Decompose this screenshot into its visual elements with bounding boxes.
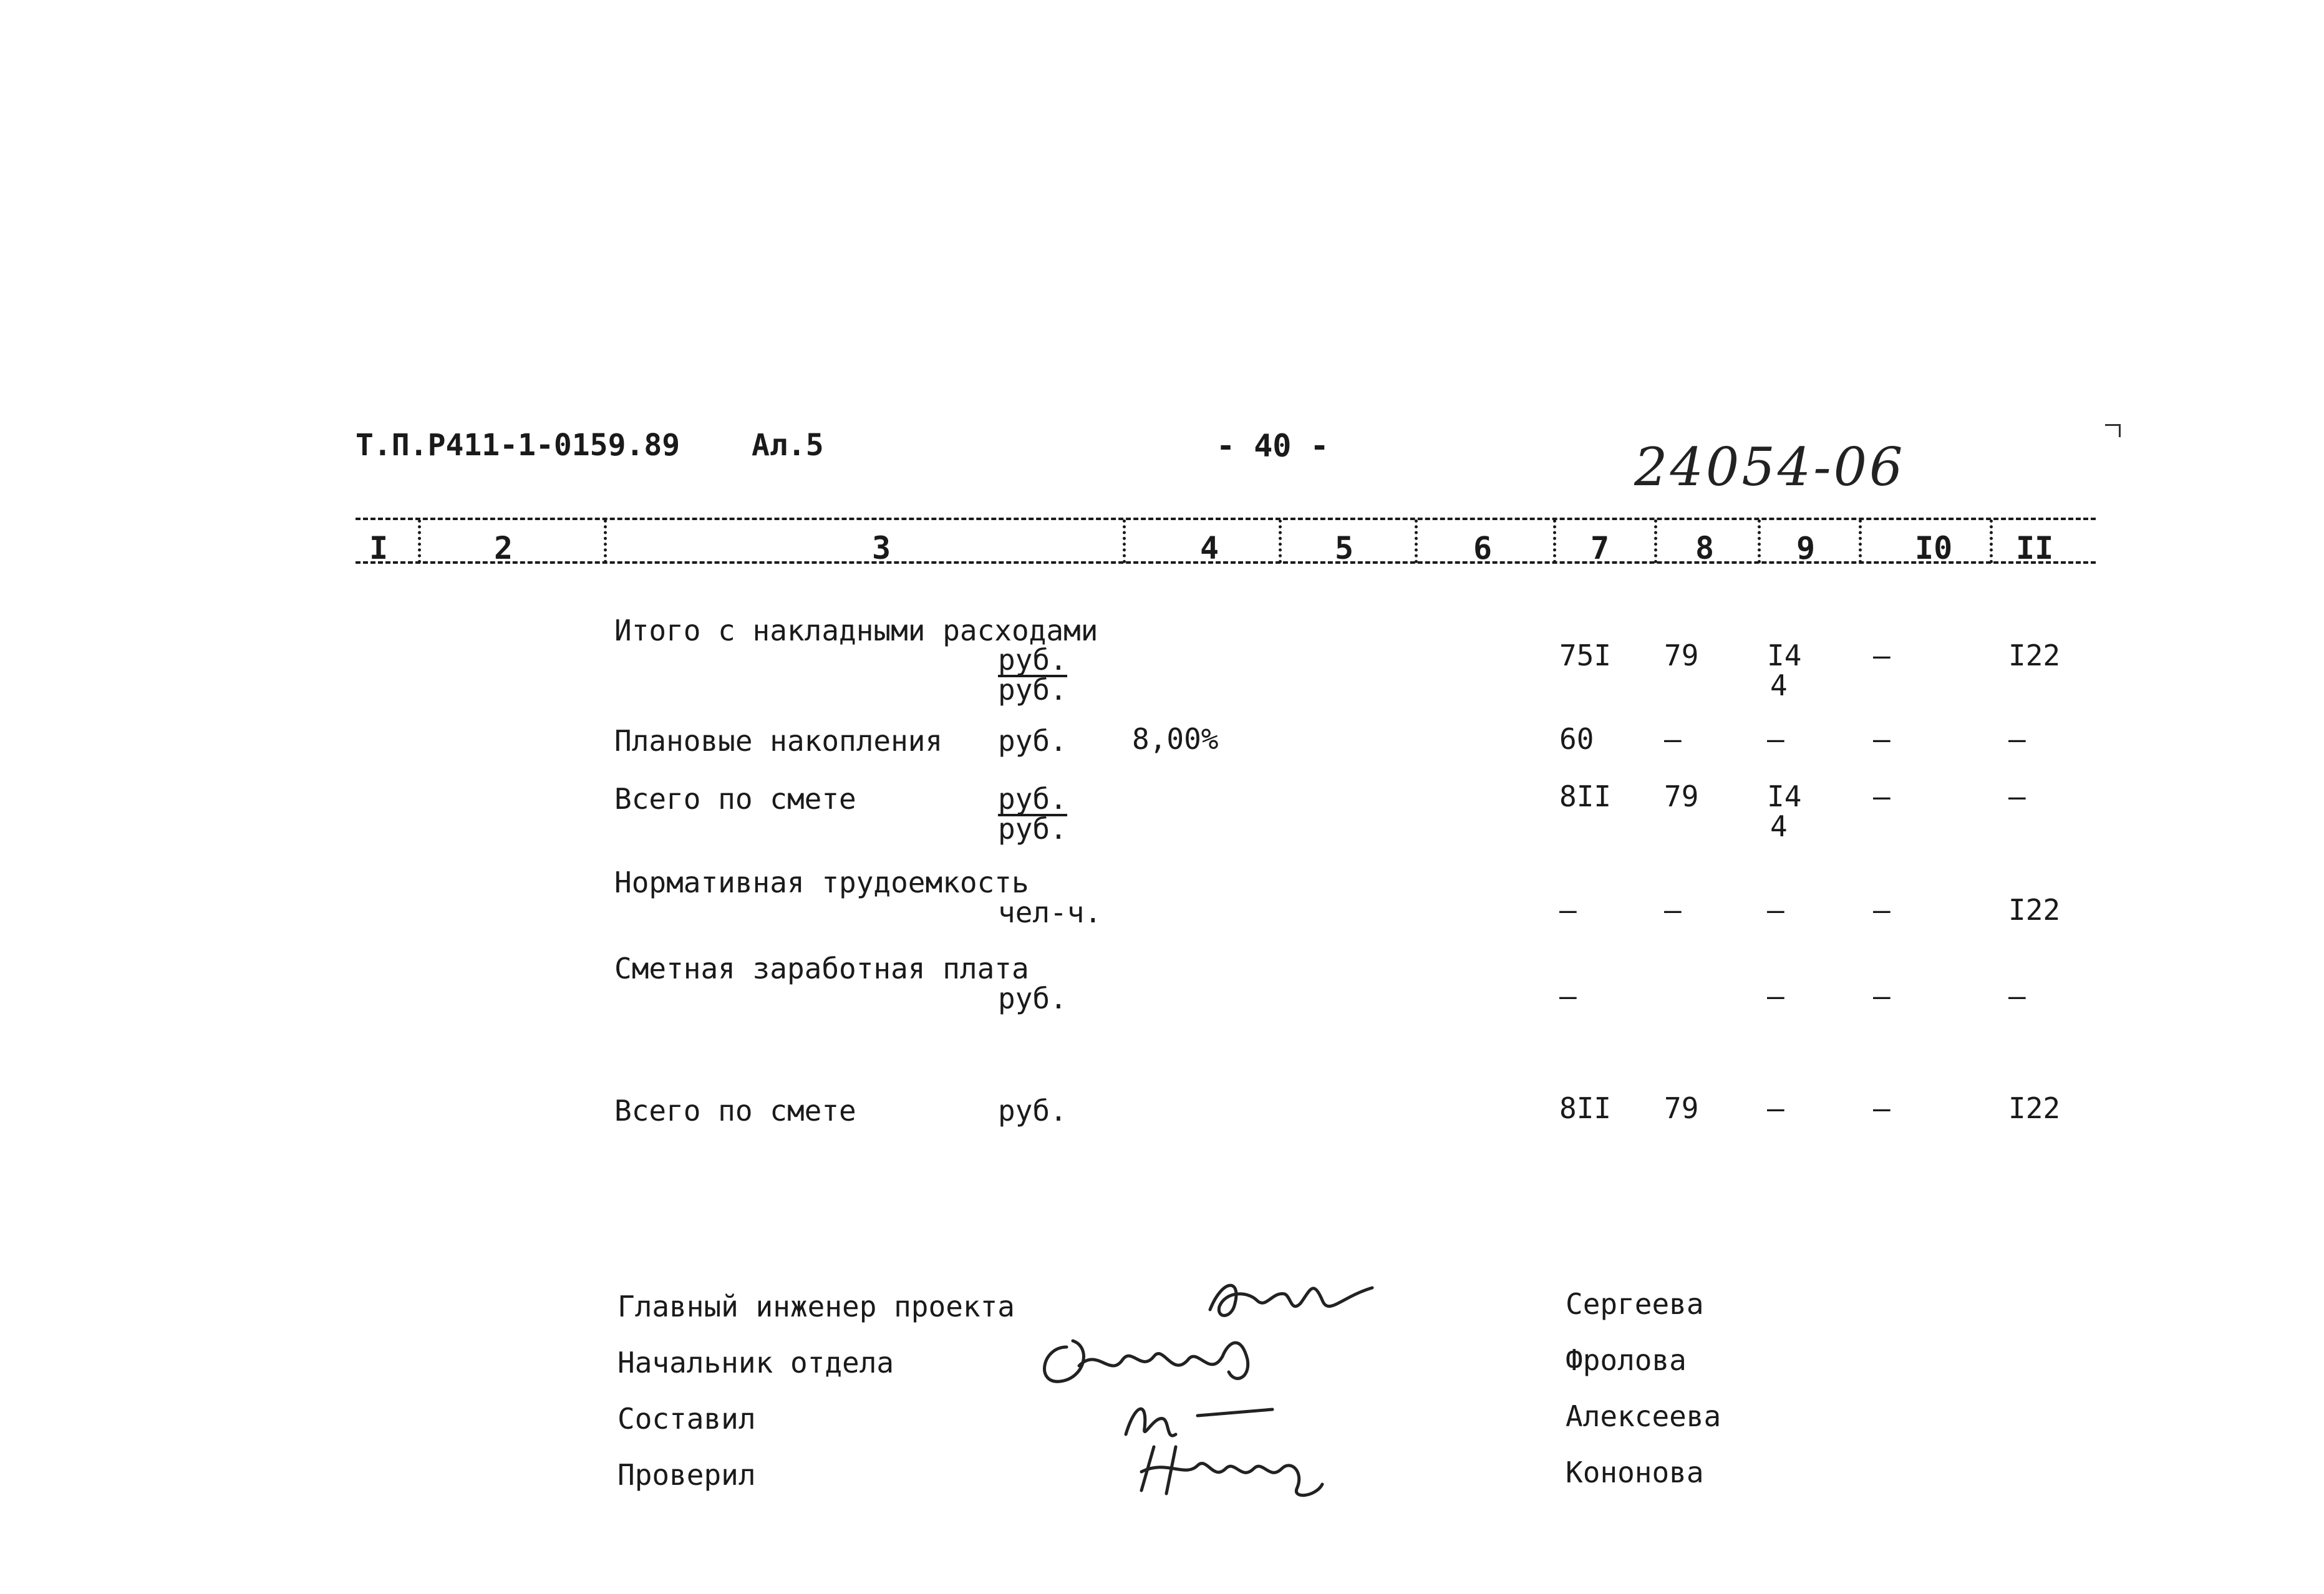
cell-col9: –: [1767, 893, 1784, 927]
col-header-10: I0: [1915, 530, 1953, 566]
col-separator: [1758, 519, 1761, 563]
row-label: Плановые накопления: [614, 724, 943, 758]
row-label: Итого с накладными расходами: [614, 614, 1098, 647]
col-separator: [1123, 519, 1126, 563]
cell-col9: –: [1767, 979, 1784, 1013]
cell-col7: 8II: [1559, 1091, 1612, 1125]
col-header-1: I: [369, 530, 389, 566]
cell-col8: –: [1664, 893, 1682, 927]
col-header-2: 2: [494, 530, 513, 566]
corner-mark: [2105, 424, 2121, 437]
cell-col10: –: [1873, 639, 1891, 672]
cell-col9-top: I4: [1767, 780, 1802, 813]
cell-col11: –: [2008, 780, 2026, 813]
cell-col10: –: [1873, 1091, 1891, 1125]
row-unit: руб.: [998, 1094, 1067, 1128]
row-unit: руб.: [998, 724, 1067, 758]
col-header-5: 5: [1335, 530, 1354, 566]
cell-col9-bottom: 4: [1770, 669, 1788, 702]
row-label: Всего по смете: [614, 782, 856, 816]
header-dash-bottom: [356, 561, 2096, 564]
document-code: Т.П.Р411-1-0159.89: [356, 428, 680, 463]
cell-col11: –: [2008, 722, 2026, 756]
header-dash-top: [356, 518, 2096, 520]
cell-col8: 79: [1664, 639, 1699, 672]
signature-name: Фролова: [1566, 1343, 1687, 1377]
handwritten-signature-4: [1129, 1434, 1335, 1509]
col-header-4: 4: [1200, 530, 1219, 566]
col-separator: [1654, 519, 1657, 563]
cell-col9: –: [1767, 1091, 1784, 1125]
col-header-8: 8: [1695, 530, 1715, 566]
sheet-label: Ал.5: [752, 428, 824, 463]
signature-name: Кононова: [1566, 1456, 1704, 1489]
col-separator: [1553, 519, 1556, 563]
row-unit: руб.: [998, 982, 1067, 1015]
row-label: Сметная заработная плата: [614, 952, 1029, 985]
cell-col10: –: [1873, 979, 1891, 1013]
signature-role: Главный инженер проекта: [617, 1290, 1015, 1323]
signature-role: Проверил: [617, 1458, 756, 1492]
col-separator: [1415, 519, 1418, 563]
cell-col10: –: [1873, 722, 1891, 756]
col-separator: [1859, 519, 1862, 563]
col-separator: [418, 519, 421, 563]
row-label: Нормативная трудоемкость: [614, 866, 1029, 899]
cell-col9-top: I4: [1767, 639, 1802, 672]
cell-col11: I22: [2008, 1091, 2061, 1125]
cell-col8: 79: [1664, 780, 1699, 813]
page-number: - 40 -: [1216, 428, 1329, 464]
cell-col9-bottom: 4: [1770, 809, 1788, 843]
cell-col8: –: [1664, 722, 1682, 756]
cell-col7: 75I: [1559, 639, 1612, 672]
row-unit-top: руб.: [998, 782, 1067, 816]
row-unit-bottom: руб.: [998, 812, 1067, 846]
signature-name: Алексеева: [1566, 1399, 1721, 1433]
signature-name: Сергеева: [1566, 1287, 1704, 1321]
row-label: Всего по смете: [614, 1094, 856, 1128]
cell-col11: I22: [2008, 639, 2061, 672]
row-unit: чел-ч.: [998, 896, 1102, 929]
cell-col11: –: [2008, 979, 2026, 1013]
col-header-9: 9: [1796, 530, 1816, 566]
col-separator: [1279, 519, 1282, 563]
cell-col7: –: [1559, 979, 1577, 1013]
col-separator: [1990, 519, 1993, 563]
cell-col8: 79: [1664, 1091, 1699, 1125]
col-separator: [604, 519, 607, 563]
row-unit-top: руб.: [998, 643, 1067, 677]
col-header-6: 6: [1473, 530, 1493, 566]
col-header-7: 7: [1590, 530, 1610, 566]
cell-col7: 8II: [1559, 780, 1612, 813]
cell-col9: –: [1767, 722, 1784, 756]
signature-role: Составил: [617, 1402, 756, 1436]
row-rate: 8,00%: [1132, 722, 1219, 756]
cell-col7: –: [1559, 893, 1577, 927]
registration-stamp: 24054-06: [1634, 437, 1905, 498]
signature-role: Начальник отдела: [617, 1346, 894, 1379]
cell-col10: –: [1873, 780, 1891, 813]
col-header-11: II: [2016, 530, 2054, 566]
cell-col7: 60: [1559, 722, 1594, 756]
cell-col11: I22: [2008, 893, 2061, 927]
row-unit-bottom: руб.: [998, 673, 1067, 707]
cell-col10: –: [1873, 893, 1891, 927]
col-header-3: 3: [872, 530, 891, 566]
